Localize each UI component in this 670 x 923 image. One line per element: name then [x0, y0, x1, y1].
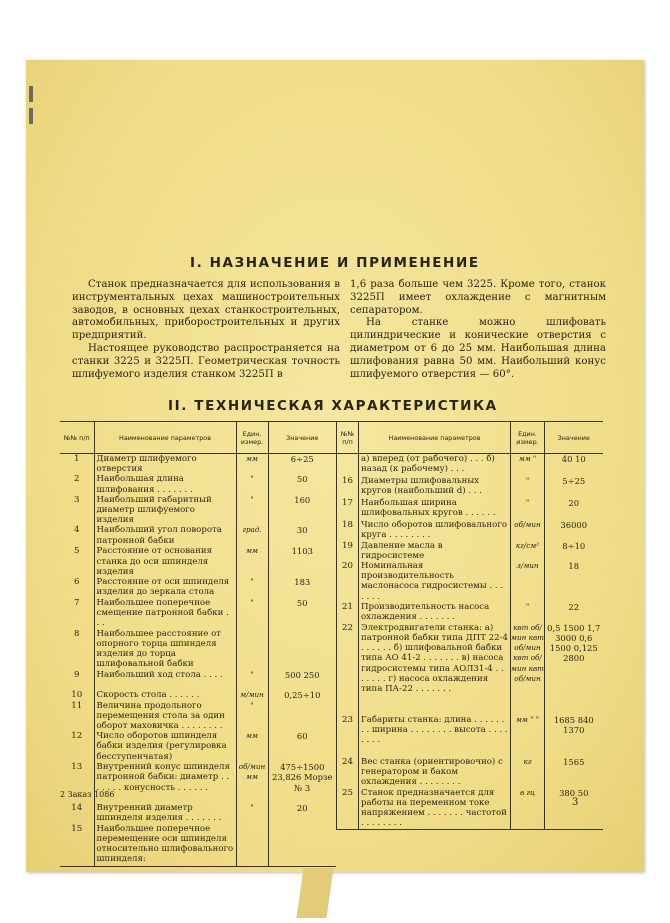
header-value: Значение	[268, 422, 336, 454]
value: 22	[545, 602, 603, 623]
parameter-name: Наибольший угол поворота патронной бабки	[94, 525, 236, 546]
value: 60	[268, 731, 336, 762]
parameter-name: Наибольшее расстояние от опорного торца шпинделя изделия до торца шлифовальной бабки	[94, 629, 236, 670]
row-number: 7	[74, 598, 80, 609]
value: 18	[545, 561, 603, 602]
header-unit: Един. измер.	[236, 422, 268, 454]
parameter-name: Расстояние от основания станка до оси шпинделя изделия	[94, 546, 236, 577]
parameter-name: Электродвигатели станка: а) патронной бабки типа ДПТ 22-4 . . . . . . б) шлифовальной бабки типа АО 41-2 . . . . . . . в) насоса гидросистемы типа АОЛ31-4 . . . . . . . г) насоса охлаждения типа ПА-22 . . . . . . .	[359, 623, 511, 715]
value	[268, 824, 336, 867]
unit: "	[236, 701, 268, 732]
binding-mark	[29, 108, 33, 124]
intro-paragraph: Настоящее руководство распространяется на станки 3225 и 3225П. Геометрическая точность шлифуемого изделия станком 3225П в	[72, 342, 340, 380]
parameter-name: Станок предназначается для работы на переменном токе напряжением . . . . . . . частотой . . . . . . . .	[359, 788, 511, 830]
row-number: 9	[74, 669, 80, 680]
unit: мм	[236, 546, 268, 577]
row-number: 6	[74, 577, 80, 588]
value: 160	[268, 495, 336, 526]
unit: град.	[236, 525, 268, 546]
parameter-name: Расстояние от оси шпинделя изделия до зеркала стола	[94, 577, 236, 598]
parameter-name: Производительность насоса охлаждения . . . . . . .	[359, 602, 511, 623]
unit: кг/см²	[511, 541, 545, 561]
header-unit: Един. измер.	[511, 422, 545, 454]
value: 30	[268, 525, 336, 546]
unit: "	[236, 803, 268, 823]
value	[268, 701, 336, 732]
value: 500 250	[268, 670, 336, 690]
page-number: 3	[572, 797, 579, 808]
torn-paper-edge	[296, 868, 333, 918]
parameter-name: Число оборотов шлифовального круга . . . . . . . .	[359, 520, 511, 541]
unit: об/мин	[511, 520, 545, 541]
unit	[236, 629, 268, 670]
parameter-name: Диаметры шлифовальных кругов (наибольший d) . . .	[359, 476, 511, 498]
header-no: №№ п/п	[60, 422, 94, 454]
header-name: Наименование параметров	[94, 422, 236, 454]
unit: "	[236, 598, 268, 629]
parameter-name: Наибольший габаритный диаметр шлифуемого изделия	[94, 495, 236, 526]
unit: об/мин мм	[236, 762, 268, 803]
value: 380 50	[545, 788, 603, 830]
value: 1103	[268, 546, 336, 577]
value: 5÷25	[545, 476, 603, 498]
unit: мм "	[511, 454, 545, 476]
row-number: 23	[337, 715, 359, 757]
header-no: №№ п/п	[337, 422, 359, 454]
row-number: 12	[71, 731, 83, 742]
unit: в гц	[511, 788, 545, 830]
intro-left-column	[72, 279, 340, 381]
intro-paragraph: Станок предназначается для использования в инструментальных цехах машиностроительных заводов, в основных цехах станкостроительных, автомобильных, приборостроительных и других предприятий.	[72, 279, 340, 342]
row-number: 10	[71, 689, 83, 700]
unit: квт об/мин квт об/мин квт об/мин квт об/мин	[511, 623, 545, 715]
row-number: 2	[74, 474, 80, 485]
parameter-name: Число оборотов шпинделя бабки изделия (регулировка бесступенчатая)	[94, 731, 236, 762]
row-number: 15	[60, 824, 94, 867]
parameter-name: Вес станка (ориентировочно) с генератором и баком охлаждения . . . . . . . .	[359, 757, 511, 788]
value: 0,5 1500 1,7 3000 0,6 1500 0,125 2800	[545, 623, 603, 715]
unit: "	[511, 476, 545, 498]
unit: мм " "	[511, 715, 545, 757]
row-number: 11	[71, 700, 83, 711]
parameter-name: Внутренний конус шпинделя патронной бабки: диаметр . . . . . . . конусность . . . . . .	[94, 762, 236, 803]
spec-table-left	[60, 421, 336, 867]
value: 183	[268, 577, 336, 598]
unit: мм	[236, 454, 268, 475]
unit: мм	[236, 731, 268, 762]
row-number: 19	[337, 541, 359, 561]
value: 20	[545, 498, 603, 520]
row-number: 22	[337, 623, 359, 715]
row-number: 25	[337, 788, 359, 830]
value: 50	[268, 598, 336, 629]
section-2-title: II. ТЕХНИЧЕСКАЯ ХАРАКТЕРИСТИКА	[168, 398, 498, 414]
parameter-name: Скорость стола . . . . . .	[94, 690, 236, 701]
parameter-name: Давление масла в гидросистеме	[359, 541, 511, 561]
parameter-name: Наибольшее поперечное перемещение оси шпинделя относительно шлифовального шпинделя:	[94, 824, 236, 867]
row-number: 8	[74, 628, 80, 639]
row-number: 21	[337, 602, 359, 623]
unit: "	[236, 495, 268, 526]
parameter-name: Наибольший ход стола . . . .	[94, 670, 236, 690]
parameter-name: а) вперед (от рабочего) . . . б) назад (к рабочему) . . .	[359, 454, 511, 476]
parameter-name: Внутренний диаметр шпинделя изделия . . . . . . .	[94, 803, 236, 823]
footer-order-number: 2 Заказ 1086	[60, 790, 115, 799]
row-number: 3	[74, 494, 80, 505]
row-number: 20	[337, 561, 359, 602]
row-number: 5	[74, 546, 80, 557]
spec-table-right	[336, 421, 603, 830]
value: 50	[268, 474, 336, 494]
row-number: 17	[337, 498, 359, 520]
value: 1685 840 1370	[545, 715, 603, 757]
row-number: 1	[74, 454, 80, 464]
value: 1565	[545, 757, 603, 788]
value: 20	[268, 803, 336, 823]
intro-right-column	[350, 279, 606, 381]
value: 0,25÷10	[268, 690, 336, 701]
unit	[236, 824, 268, 867]
intro-paragraph: На станке можно шлифовать цилиндрические и конические отверстия с диаметром от 6 до 25 мм. Наибольшая длина шлифования равна 50 мм. Наибольший конус шлифуемого отверстия — 60°.	[350, 317, 606, 380]
binding-mark	[29, 86, 33, 102]
header-value: Значение	[545, 422, 603, 454]
row-number: 18	[337, 520, 359, 541]
row-number: 4	[74, 525, 80, 536]
parameter-name: Диаметр шлифуемого отверстия	[94, 454, 236, 475]
unit: "	[511, 498, 545, 520]
unit: кг	[511, 757, 545, 788]
row-number: 24	[337, 757, 359, 788]
value: 6÷25	[268, 454, 336, 475]
unit: "	[511, 602, 545, 623]
value: 8÷10	[545, 541, 603, 561]
parameter-name: Номинальная производительность маслонасоса гидросистемы . . . . . . .	[359, 561, 511, 602]
value	[268, 629, 336, 670]
section-1-title: I. НАЗНАЧЕНИЕ И ПРИМЕНЕНИЕ	[190, 255, 480, 271]
parameter-name: Величина продольного перемещения стола за один оборот маховичка . . . . . . . .	[94, 701, 236, 732]
value: 40 10	[545, 454, 603, 476]
row-number: 14	[71, 803, 83, 814]
unit: л/мин	[511, 561, 545, 602]
unit: м/мин	[236, 690, 268, 701]
unit: "	[236, 474, 268, 494]
intro-paragraph: 1,6 раза больше чем 3225. Кроме того, станок 3225П имеет охлаждение с магнитным сепаратором.	[350, 279, 606, 316]
parameter-name: Габариты станка: длина . . . . . . . . ширина . . . . . . . . высота . . . . . . . .	[359, 715, 511, 757]
row-number	[337, 454, 359, 476]
unit: "	[236, 670, 268, 690]
parameter-name: Наибольшее поперечное смещение патронной бабки . . .	[94, 598, 236, 629]
row-number: 16	[337, 476, 359, 498]
value: 36000	[545, 520, 603, 541]
parameter-name: Наибольшая ширина шлифовальных кругов . . . . . .	[359, 498, 511, 520]
value: 475÷1500 23,826 Морзе № 3	[268, 762, 336, 803]
row-number: 13	[71, 762, 83, 773]
unit: "	[236, 577, 268, 598]
parameter-name: Наибольшая длина шлифования . . . . . . .	[94, 474, 236, 494]
header-name: Наименование параметров	[359, 422, 511, 454]
